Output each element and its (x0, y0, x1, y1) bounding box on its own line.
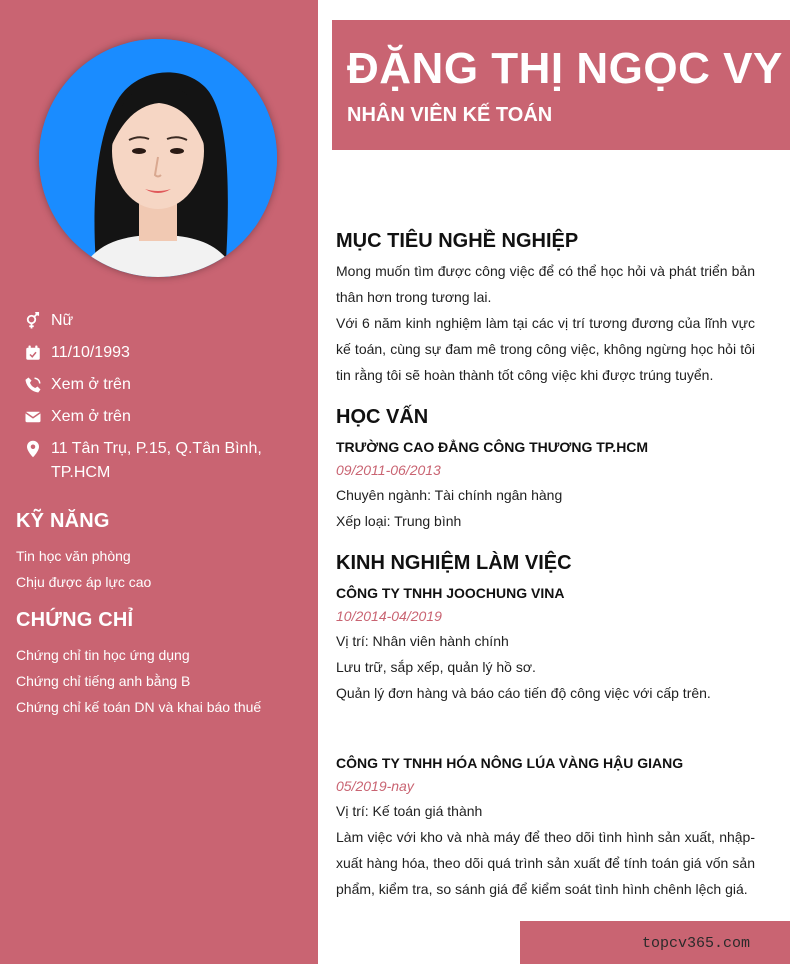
skill-item: Chịu được áp lực cao (16, 574, 152, 590)
certificate-item: Chứng chỉ tiếng anh bằng B (16, 673, 191, 689)
experience-title: KINH NGHIỆM LÀM VIỆC (336, 552, 572, 574)
footer-bar (520, 921, 790, 964)
phone-value[interactable]: Xem ở trên (51, 376, 131, 393)
phone-row (24, 373, 304, 397)
phone-icon (24, 373, 44, 397)
objective-paragraph: Với 6 năm kinh nghiệm làm tại các vị trí tương đương của lĩnh vực kế toán, cùng sự đam mê trong công việc, không ngừng học hỏi tôi tin rằng tôi sẽ hoàn thành tốt công việc khi được trúng tuyển. (336, 315, 755, 383)
header-banner (332, 20, 790, 150)
gender-row (24, 309, 304, 333)
main-content (336, 228, 755, 902)
objective-title: MỤC TIÊU NGHỀ NGHIỆP (336, 230, 579, 252)
avatar (39, 39, 277, 277)
candidate-role: NHÂN VIÊN KẾ TOÁN (347, 104, 553, 126)
address-value: 11 Tân Trụ, P.15, Q.Tân Bình, TP.HCM (51, 440, 262, 481)
email-value[interactable]: Xem ở trên (51, 408, 131, 425)
certificate-item: Chứng chỉ tin học ứng dụng (16, 647, 190, 663)
calendar-icon (24, 341, 44, 365)
dob-row (24, 341, 304, 365)
job-line: Vị trí: Nhân viên hành chính (336, 633, 509, 649)
job-line: Quản lý đơn hàng và báo cáo tiến độ công việc với cấp trên. (336, 685, 711, 701)
address-row (24, 437, 304, 485)
education-title: HỌC VẤN (336, 406, 429, 428)
job-line: Vị trí: Kế toán giá thành (336, 803, 483, 819)
contact-info (24, 309, 304, 493)
sidebar (0, 0, 318, 964)
job-period: 05/2019-nay (336, 778, 414, 794)
education-period: 09/2011-06/2013 (336, 462, 441, 478)
gender-value: Nữ (51, 312, 74, 329)
skills-title: KỸ NĂNG (16, 510, 110, 532)
company-name: CÔNG TY TNHH JOOCHUNG VINA (336, 585, 565, 601)
candidate-name: ĐẶNG THỊ NGỌC VY (347, 44, 783, 93)
footer-brand[interactable]: topcv365.com (641, 935, 750, 952)
skills-section (16, 510, 306, 595)
portrait-image (39, 39, 277, 277)
certificates-title: CHỨNG CHỈ (16, 609, 134, 631)
gender-icon (24, 309, 44, 333)
location-pin-icon (24, 437, 44, 461)
email-row (24, 405, 304, 429)
education-line: Chuyên ngành: Tài chính ngân hàng (336, 487, 563, 503)
job-line: Lưu trữ, sắp xếp, quản lý hồ sơ. (336, 659, 536, 675)
envelope-icon (24, 405, 44, 429)
certificates-section (16, 609, 306, 720)
job-period: 10/2014-04/2019 (336, 608, 442, 624)
job-line: Làm việc với kho và nhà máy để theo dõi tình hình sản xuất, nhập-xuất hàng hóa, theo dõi quá trình sản xuất để tính toán giá vốn sản phẩm, kiểm tra, so sánh giá để kiểm soát tình hình chênh lệch giá. (336, 829, 755, 897)
certificate-item: Chứng chỉ kế toán DN và khai báo thuế (16, 699, 262, 715)
education-line: Xếp loại: Trung bình (336, 513, 462, 529)
dob-value: 11/10/1993 (51, 344, 130, 361)
objective-paragraph: Mong muốn tìm được công việc để có thể học hỏi và phát triển bản thân hơn trong tương lai. (336, 263, 755, 305)
skill-item: Tin học văn phòng (16, 548, 131, 564)
school-name: TRƯỜNG CAO ĐẲNG CÔNG THƯƠNG TP.HCM (336, 439, 649, 455)
company-name: CÔNG TY TNHH HÓA NÔNG LÚA VÀNG HẬU GIANG (336, 755, 684, 771)
